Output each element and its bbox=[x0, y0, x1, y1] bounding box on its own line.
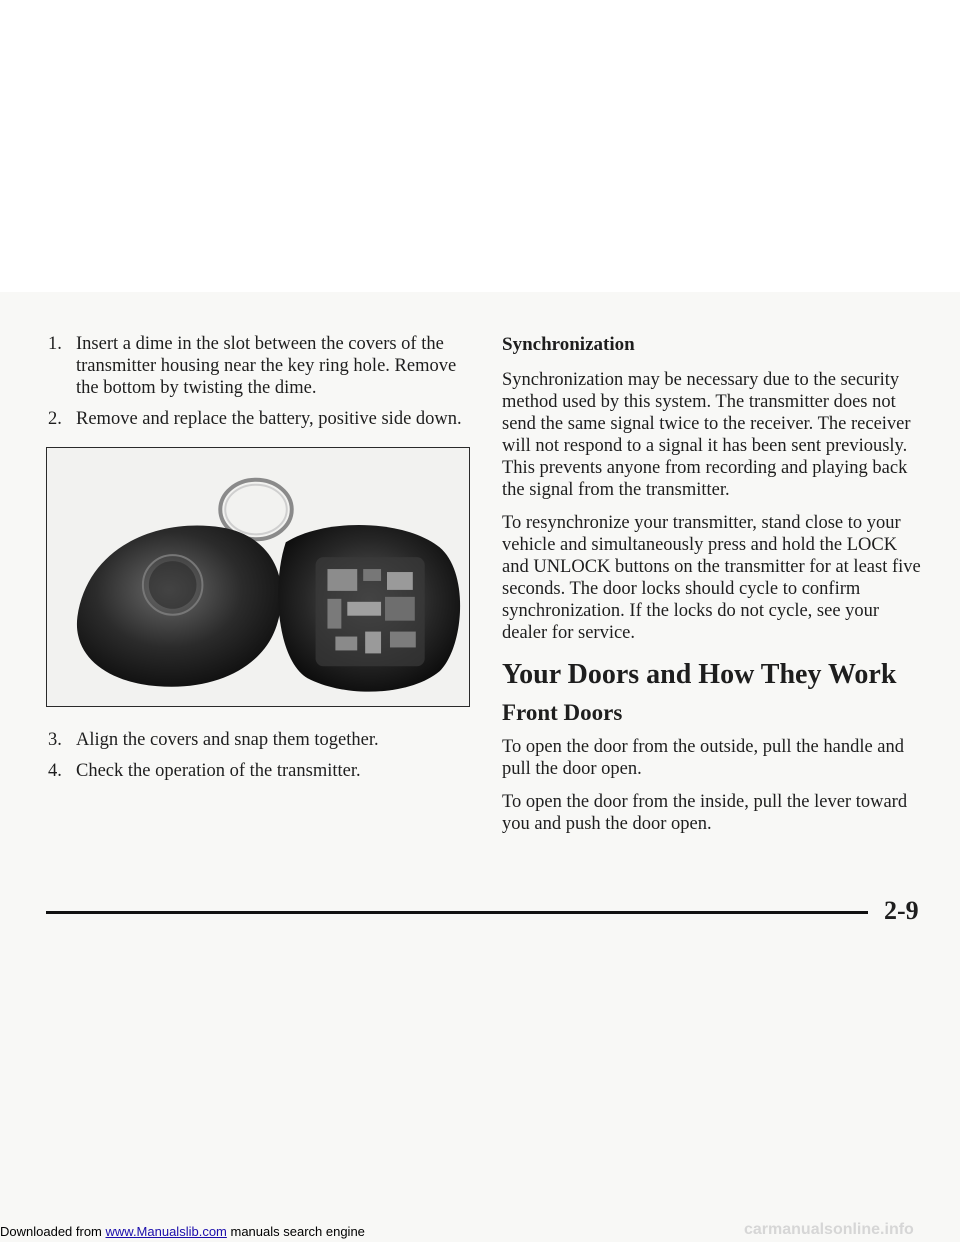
front-doors-paragraph-1: To open the door from the outside, pull the handle and pull the door open. bbox=[502, 737, 905, 779]
page-number: 2-9 bbox=[884, 896, 919, 925]
download-footer bbox=[0, 1224, 365, 1239]
battery-steps-top bbox=[48, 333, 470, 439]
footer-rule bbox=[46, 911, 868, 914]
transmitter-illustration bbox=[47, 448, 469, 706]
step-3 bbox=[48, 729, 470, 751]
transmitter-photo bbox=[46, 447, 470, 707]
step-number: 1. bbox=[48, 334, 62, 354]
step-2 bbox=[48, 408, 470, 430]
battery-steps-bottom bbox=[48, 729, 470, 791]
step-text: Insert a dime in the slot between the covers of the transmitter housing near the key ring hole. Remove the bottom by twisting the dime. bbox=[76, 334, 457, 398]
step-1 bbox=[48, 333, 470, 399]
footer-prefix: Downloaded from bbox=[0, 1224, 106, 1239]
front-doors-paragraph-2: To open the door from the inside, pull the lever toward you and push the door open. bbox=[502, 792, 908, 834]
front-doors-heading: Front Doors bbox=[502, 700, 623, 725]
footer-suffix: manuals search engine bbox=[226, 1224, 365, 1239]
doors-section-title: Your Doors and How They Work bbox=[502, 659, 897, 690]
step-number: 4. bbox=[48, 761, 62, 781]
right-column bbox=[502, 333, 927, 846]
step-text: Remove and replace the battery, positive side down. bbox=[76, 409, 462, 429]
watermark-text: carmanualsonline.info bbox=[744, 1221, 914, 1238]
step-number: 2. bbox=[48, 409, 62, 429]
step-text: Check the operation of the transmitter. bbox=[76, 761, 361, 781]
step-text: Align the covers and snap them together. bbox=[76, 730, 379, 750]
manualslib-link[interactable]: www.Manualslib.com bbox=[105, 1224, 227, 1239]
synchronization-heading: Synchronization bbox=[502, 334, 635, 355]
synchronization-paragraph-2: To resynchronize your transmitter, stand close to your vehicle and simultaneously press and hold the LOCK and UNLOCK buttons on the transmitter for at least five seconds. The door locks should cycle to confirm synchronization. If the locks do not cycle, see your dealer for service. bbox=[502, 513, 921, 643]
synchronization-paragraph-1: Synchronization may be necessary due to the security method used by this system. The transmitter does not send the same signal twice to the receiver. The receiver will not respond to a signal it has been sent previously. This prevents anyone from recording and playing back the signal from the transmitter. bbox=[502, 370, 911, 500]
step-number: 3. bbox=[48, 730, 62, 750]
step-4 bbox=[48, 760, 470, 782]
